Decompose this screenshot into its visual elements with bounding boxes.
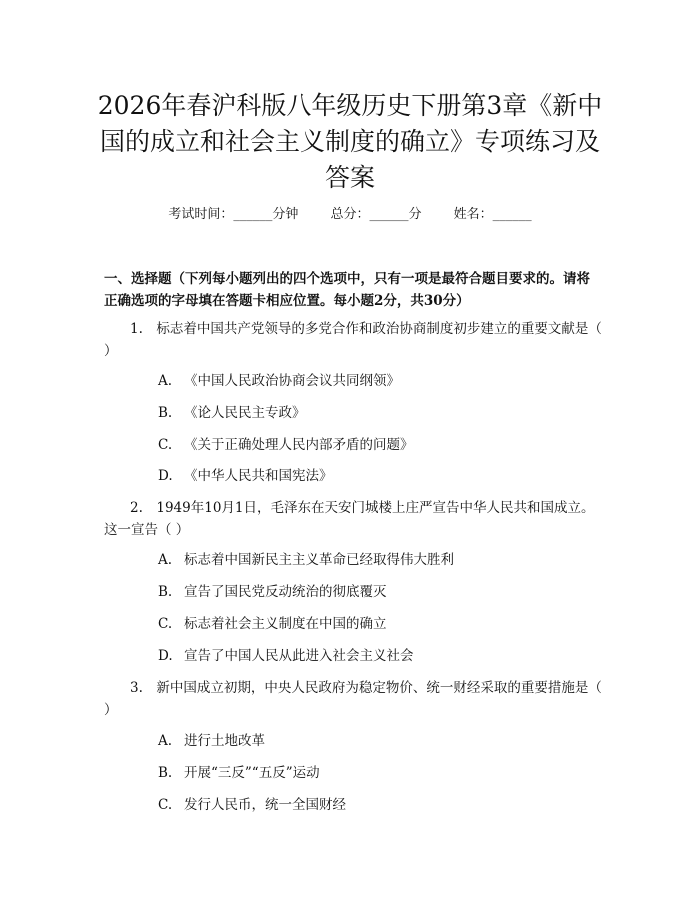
option-text: 《关于正确处理人民内部矛盾的问题》	[184, 437, 414, 453]
option-text: 《中国人民政治协商会议共同纲领》	[184, 373, 400, 389]
option-letter: B.	[158, 584, 173, 600]
question-1-option-b	[158, 403, 602, 423]
option-text: 进行土地改革	[184, 733, 265, 749]
page-title: 2026年春沪科版八年级历史下册第3章《新中国的成立和社会主义制度的确立》专项练习及答案	[97, 91, 603, 192]
option-letter: C.	[158, 616, 173, 632]
question-1: 1. 标志着中国共产党领导的多党合作和政治协商制度初步建立的重要文献是（ ）	[104, 321, 602, 359]
question-3: 3. 新中国成立初期，中央人民政府为稳定物价、统一财经采取的重要措施是（ ）	[104, 680, 602, 718]
question-1-option-c	[158, 435, 602, 455]
question-2-option-b	[158, 582, 602, 602]
question-3-option-a	[158, 731, 602, 751]
question-2-option-d	[158, 646, 602, 666]
option-text: 宣告了国民党反动统治的彻底覆灭	[184, 584, 387, 600]
option-letter: B.	[158, 765, 173, 781]
option-text: 《中华人民共和国宪法》	[184, 468, 333, 484]
option-letter: C.	[158, 437, 173, 453]
option-text: 发行人民币，统一全国财经	[184, 797, 346, 813]
option-text: 宣告了中国人民从此进入社会主义社会	[184, 648, 414, 664]
option-letter: D.	[158, 468, 173, 484]
option-text: 标志着社会主义制度在中国的确立	[184, 616, 387, 632]
option-letter: D.	[158, 648, 173, 664]
option-letter: A.	[158, 733, 173, 749]
question-1-option-d	[158, 466, 602, 486]
exam-time: 考试时间：______分钟	[168, 207, 299, 222]
section-heading: 一、选择题（下列每小题列出的四个选项中，只有一项是最符合题目要求的。请将正确选项的字母填在答题卡相应位置。每小题2分，共30分）	[104, 271, 590, 309]
option-letter: B.	[158, 405, 173, 421]
option-letter: A.	[158, 373, 173, 389]
option-text: 标志着中国新民主主义革命已经取得伟大胜利	[184, 552, 454, 568]
question-3-option-c	[158, 795, 602, 815]
question-1-option-a	[158, 371, 602, 391]
exam-name: 姓名：______	[453, 207, 532, 222]
exam-meta	[0, 205, 700, 225]
option-letter: A.	[158, 552, 173, 568]
option-letter: C.	[158, 797, 173, 813]
question-2-option-a	[158, 550, 602, 570]
option-text: 《论人民民主专政》	[184, 405, 306, 421]
exam-score: 总分：______分	[330, 207, 422, 222]
question-2: 2. 1949年10月1日，毛泽东在天安门城楼上庄严宣告中华人民共和国成立。这一宣告（ ）	[104, 500, 595, 538]
question-3-option-b	[158, 763, 602, 783]
option-text: 开展“三反”“五反”运动	[184, 765, 320, 781]
question-2-option-c	[158, 614, 602, 634]
